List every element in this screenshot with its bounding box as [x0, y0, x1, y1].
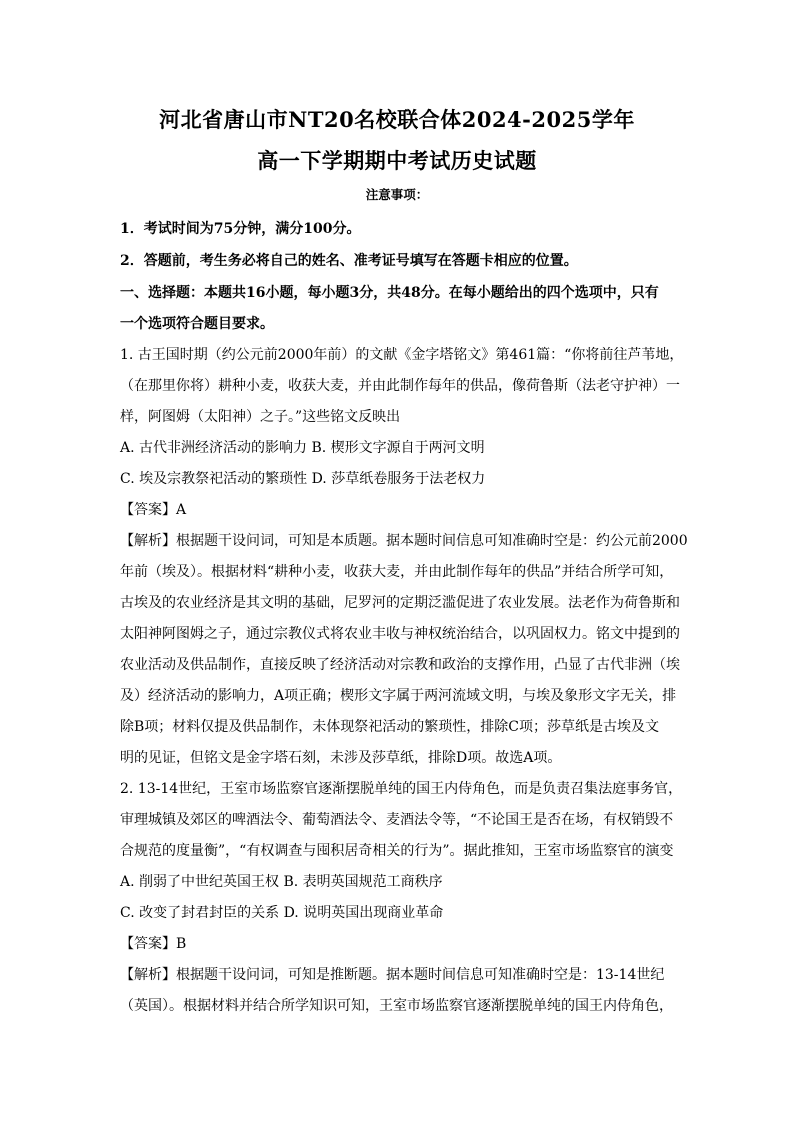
exam-title-line2: 高一下学期期中考试历史试题 — [257, 148, 537, 173]
q1-analysis-line: 年前（埃及）。根据材料“耕种小麦，收获大麦，并由此制作每年的供品”并结合所学可知， — [120, 564, 674, 580]
q1-analysis-line: 农业活动及供品制作，直接反映了经济活动对宗教和政治的支撑作用，凸显了古代非洲（埃 — [120, 657, 680, 673]
q1-analysis-line: 太阳神阿图姆之子，通过宗教仪式将农业丰收与神权统治结合，以巩固权力。铭文中提到的 — [120, 626, 680, 642]
q2-stem-line2: 审理城镇及郊区的啤酒法令、葡萄酒法令、麦酒法令等，“不论国王是否在场，有权销毁不 — [120, 812, 674, 828]
q2-answer: 【答案】B — [120, 936, 187, 952]
q2-analysis-line: 【解析】根据题干设问词，可知是推断题。据本题时间信息可知准确时空是：13-14世纪 — [120, 967, 665, 983]
q2-stem-line3: 合规范的度量衡”，“有权调查与囤积居奇相关的行为”。据此推知，王室市场监察官的演变 — [120, 843, 674, 859]
section-instructions-line1: 一、选择题：本题共16小题，每小题3分，共48分。在每小题给出的四个选项中，只有 — [120, 285, 659, 301]
notice-item-1: 1．考试时间为75分钟，满分100分。 — [120, 221, 361, 237]
section-instructions-line2: 一个选项符合题目要求。 — [120, 316, 274, 332]
q1-options-cd: C. 埃及宗教祭祀活动的繁琐性 D. 莎草纸卷服务于法老权力 — [120, 471, 486, 487]
q1-analysis-line: 除B项；材料仅提及供品制作，未体现祭祀活动的繁琐性，排除C项；莎草纸是古埃及文 — [120, 719, 659, 735]
q1-analysis-line: 古埃及的农业经济是其文明的基础，尼罗河的定期泛滥促进了农业发展。法老作为荷鲁斯和 — [120, 595, 680, 611]
q2-options-ab: A. 削弱了中世纪英国王权 B. 表明英国规范工商秩序 — [120, 874, 443, 890]
notice-heading: 注意事项： — [365, 187, 429, 202]
q1-options-ab: A. 古代非洲经济活动的影响力 B. 楔形文字源自于两河文明 — [120, 440, 485, 456]
q2-analysis-line: （英国）。根据材料并结合所学知识可知，王室市场监察官逐渐摆脱单纯的国王内侍角色， — [120, 998, 673, 1014]
notice-item-2: 2．答题前，考生务必将自己的姓名、准考证号填写在答题卡相应的位置。 — [120, 253, 578, 269]
q1-stem-line2: （在那里你将）耕种小麦，收获大麦，并由此制作每年的供品，像荷鲁斯（法老守护神）一 — [120, 378, 680, 394]
q1-stem-line1: 1. 古王国时期（约公元前2000年前）的文献《金字塔铭文》第461篇：“你将前往芦苇地， — [120, 347, 684, 363]
q2-stem-line1: 2. 13-14世纪，王室市场监察官逐渐摆脱单纯的国王内侍角色，而是负责召集法庭事务官， — [120, 781, 683, 797]
q2-options-cd: C. 改变了封君封臣的关系 D. 说明英国出现商业革命 — [120, 905, 444, 921]
q1-analysis-line: 明的见证，但铭文是金字塔石刻，未涉及莎草纸，排除D项。故选A项。 — [120, 750, 562, 766]
q1-analysis-line: 及）经济活动的影响力，A项正确；楔形文字属于两河流域文明，与埃及象形文字无关，排 — [120, 688, 677, 704]
q1-answer: 【答案】A — [120, 502, 187, 518]
q1-analysis-line: 【解析】根据题干设问词，可知是本质题。据本题时间信息可知准确时空是：约公元前2000 — [120, 533, 688, 549]
exam-title-line1: 河北省唐山市NT20名校联合体2024-2025学年 — [159, 107, 635, 132]
q1-stem-line3: 样，阿图姆（太阳神）之子。”这些铭文反映出 — [120, 409, 401, 425]
